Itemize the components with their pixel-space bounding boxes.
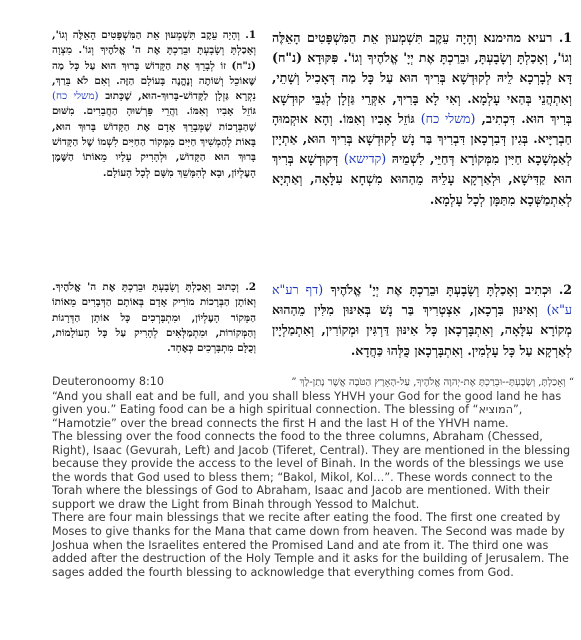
aramaic-text-part: גּוֹזֵל אָבִיו וְאִמּוֹ. וְהָא אוּקְמוּהָ חַבְרַיָּיא. בְּגִין דְּבִרְכָאן דִּבְרִיךְ בַּר נָשׁ לְקוּדְשָׁא בְּרִיךְ הוּא, אַתְיָין לְאַמְשָׁכָא חַיִּין מִמְּקוֹרָא דְּחַיֵּי, לִשְׁמֵיהּ xyxy=(272,110,573,167)
zohar-aramaic-text-2 xyxy=(272,280,572,361)
paragraph: The blessing over the food connects the food to the three columns, Abraham (Chessed, Right), Isaac (Gevurah, Left) and Jacob (Tiferet, Central). They are mentioned in the blessing because they provide the access to the level of Binah. In the words of the blessings we use the words that God used to bless them; “Bakol, Mikol, Kol…”. These words connect to the Torah where the blessings of God to Abraham, Isaac and Jacob are mentioned. With their support we draw the Light from Binah through Yessod to Malchut. xyxy=(52,430,571,511)
aramaic-text-part: וְאִינּוּן בִּרְכָאן, אִצְטְרִיךְ בַּר נָשׁ בְּאִינּוּן מִלִּין מֵהַהוּא מְקוֹרָא עִלָּאָה, וְאִתְבָּרְכָאן כָּל אִינּוּן דַּרְגִּין וּמְקוֹרִין, וְאִתְמַלְיָין לְאַרְקָא עַל כָּל עָלְמִין. וְאִתְבָּרְכָאן כֻּלְּהוּ כַּחֲדָא. xyxy=(272,302,572,358)
hebrew-translation-2 xyxy=(52,280,256,356)
paragraph: There are four main blessings that we recite after eating the food. The first one created by Moses to give thanks for the Mana that came down from heaven. The Second was made by Joshua when the Israelites entered the Promised Land and ate from it. The third one was added after the destruction of the Holy Temple and it asks for the building of Jerusalem. The sages added the fourth blessing to acknowledge that everything comes from God. xyxy=(52,511,569,579)
english-commentary xyxy=(52,375,574,579)
section-2 xyxy=(52,280,572,372)
scripture-reference: (משלי כח) xyxy=(52,90,99,103)
hebrew-translation-1 xyxy=(52,28,256,181)
hebrew-text-part: 1. וְהָיָה עֵקֶב תִּשְׁמְעוּן אֵת הַמִּשְׁפָּטִים הָאֵלֶּה וְגוֹ', וְאָכַלְתָּ וְשָׂבָעְתָּ וּבֵרַכְתָּ אֶת ה' אֱלֹהֶיךָ וְגוֹ'. מִצְוָה (נ"ח) זוֹ לְבָרֵךְ אֶת הַקָּדוֹשׁ בָּרוּךְ הוּא עַל כָּל מַה שֶּׁאוֹכֵל וְשׁוֹתֶה וְנֶהֱנֶה בָּעוֹלָם הַזֶּה. וְאִם לֹא בֵּרַךְ, נִקְרָא גַּזְלָן לַקָּדוֹשׁ-בָּרוּךְ-הוּא, שֶׁכָּתוּב xyxy=(52,29,256,103)
aramaic-text-part: 2. וּכְתִיב וְאָכַלְתָּ וְשָׂבָעְתָּ וּבֵרַכְתָּ אֶת יְיָ' אֱלֹהֶיךָ xyxy=(330,282,572,297)
aramaic-text-part: 1. רעיא מהימנא וְהָיָה עֵקֶב תִּשְׁמְעוּן אֵת הַמִּשְׁפָּטִים הָאֵלֶּה וְגוֹ', וְאָכַלְתָּ וְשָׂבָעְתָּ, וּבֵרַכְתָּ אֶת יְיָ' אֱלֹהֶיךָ וְגוֹ'. פִּקּוּדָא (נ"ח) דָּא לְבָרְכָא לֵיהּ לְקוּדְשָׁא בְּרִיךְ הוּא עַל כָּל מַה דְּאָכִיל וְשָׁתֵי, וְאִתְהֲנֵי בְּהַאי עָלְמָא. וְאִי לָא בָּרִיךְ, אִקְּרֵי גַּזְלָן לְגַבֵּי קוּדְשָׁא בְּרִיךְ הוּא. דִּכְתִיב, xyxy=(272,30,572,126)
scripture-reference: (משלי כח) xyxy=(420,110,476,126)
section-1 xyxy=(52,28,572,274)
page-reference: (דף רע"א ע"א) xyxy=(272,282,572,318)
hebrew-text-part: גּוֹזֵל אָבִיו וְאִמּוֹ. וַהֲרֵי פֵּרְשׁוּהָ הַחֲבֵרִים. מִשּׁוּם שֶׁהַבְּרָכוֹת שֶׁמְּבָרֵךְ אָדָם אֶת הַקָּדוֹשׁ בָּרוּךְ הוּא, בָּאוֹת לְהַמְשִׁיךְ חַיִּים מִמְּקוֹר הַחַיִּים לִשְׁמוֹ שֶׁל הַקָּדוֹשׁ בָּרוּךְ הוּא הַקָּדוֹשׁ, וּלְהָרִיק עָלָיו מֵאוֹתוֹ הַשֶּׁמֶן הָעֶלְיוֹן, וּבָא לְהִמָּשֵׁךְ מִשָּׁם לְכָל הָעוֹלָם. xyxy=(52,105,256,179)
verse-hebrew: “ וְאָכַלְתָּ, וְשָׂבָעְתָּ--וּבֵרַכְתָּ אֶת-יְהוָה אֱלֹהֶיךָ, עַל-הָאָרֶץ הַטֹּבָה אֲשֶׁר נָתַן-לָךְ ” xyxy=(291,377,574,388)
hebrew-text-part: 2. וְכָתוּב וְאָכַלְתָּ וְשָׂבָעְתָּ וּבֵרַכְתָּ אֶת ה' אֱלֹהֶיךָ. וְאוֹתָן הַבְּרָכוֹת מוֹרִיק אָדָם בְּאוֹתָם הַדְּבָרִים מֵאוֹתוֹ הַמָּקוֹר הָעֶלְיוֹן, וּמִתְבָּרְכִים כָּל אוֹתָן הַדְּרָגוֹת וְהַמְּקוֹרוֹת, וּמִתְמַלְּאִים לְהָרִיק עַל כָּל הָעוֹלָמוֹת, וְכֻלָּם מִתְבָּרְכִים כְּאֶחָד. xyxy=(52,281,256,355)
verse-line xyxy=(52,375,574,390)
verse-reference: Deuteronoomy 8:10 xyxy=(52,375,165,388)
zohar-aramaic-text-1 xyxy=(272,28,572,210)
paragraph: “And you shall eat and be full, and you shall bless YHVH your God for the good land he has given you.” Eating food can be a high spiritual connection. The blessing of “המוציא”, “Hamotzie” over the bread connects the first H and the last H of the YHVH name. xyxy=(52,389,562,430)
aramaic-text-part: דְּקוּדְשָׁא בְּרִיךְ הוּא קַדִּישָׁא, וּלְאַרְקָא עָלֵיהּ מֵהַהוּא מִשְׁחָא עִלָּאָה, וְאַתְיָא לְאִתְמַשְּׁכָא מִתַּמָּן לְכָל עָלְמָא. xyxy=(272,151,572,207)
variant-reference: (קדישא) xyxy=(343,151,387,167)
